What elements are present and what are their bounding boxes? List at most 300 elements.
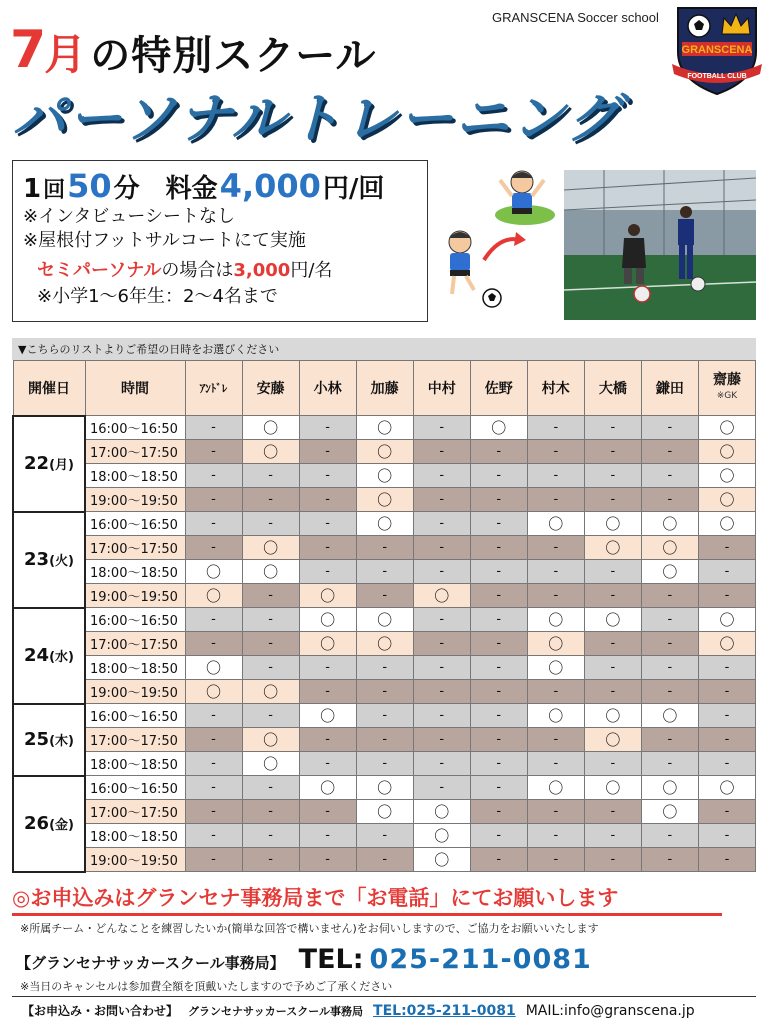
cancel-note: ※当日のキャンセルは参加費全額を頂戴いたしますので予めご了承ください [20,980,393,993]
slot-available[interactable]: 〇 [584,728,641,752]
slot-unavailable: - [185,848,242,872]
time-slot: 17:00～17:50 [85,728,185,752]
slot-available[interactable]: 〇 [356,464,413,488]
slot-unavailable: - [527,416,584,440]
semi-personal-fee: 3,000 [233,260,291,281]
slot-unavailable: - [527,464,584,488]
slot-available[interactable]: 〇 [698,488,755,512]
slot-unavailable: - [698,752,755,776]
apply-note: ※所属チーム・どんなことを練習したいか(簡単な回答で構いません)をお伺いしますので、ご協力をお願いいたします [20,922,599,935]
slot-unavailable: - [584,584,641,608]
slot-unavailable: - [584,656,641,680]
slot-unavailable: - [185,440,242,464]
slot-unavailable: - [641,728,698,752]
fee-amount: 4,000 [219,167,321,205]
slot-unavailable: - [299,464,356,488]
slot-available[interactable]: 〇 [527,656,584,680]
schedule-row [13,536,756,560]
slot-available[interactable]: 〇 [299,704,356,728]
slot-available[interactable]: 〇 [584,608,641,632]
slot-available[interactable]: 〇 [698,416,755,440]
coach-header: 安藤 [242,361,299,416]
slot-available[interactable]: 〇 [641,536,698,560]
fee-label: 料金 [165,174,218,204]
slot-available[interactable]: 〇 [641,512,698,536]
slot-available[interactable]: 〇 [698,776,755,800]
photo-ball-icon [634,286,650,302]
slot-available[interactable]: 〇 [698,464,755,488]
slot-available[interactable]: 〇 [641,776,698,800]
slot-available[interactable]: 〇 [356,632,413,656]
slot-unavailable: - [185,728,242,752]
slot-unavailable: - [413,704,470,728]
slot-unavailable: - [641,752,698,776]
coach-header: 大橋 [584,361,641,416]
slot-available[interactable]: 〇 [413,848,470,872]
slot-available[interactable]: 〇 [527,776,584,800]
slot-available[interactable]: 〇 [242,728,299,752]
contact-office: グランセナサッカースクール事務局 [188,1005,364,1018]
slot-unavailable: - [299,536,356,560]
slot-unavailable: - [584,416,641,440]
schedule-row [13,584,756,608]
coach-name: 齋藤 [712,372,741,388]
schedule-row [13,800,756,824]
time-slot: 17:00～17:50 [85,536,185,560]
office-tel-link[interactable]: 025-211-0081 [369,944,592,975]
time-slot: 18:00～18:50 [85,752,185,776]
training-photo [564,170,756,320]
slot-available[interactable]: 〇 [698,440,755,464]
slot-unavailable: - [470,632,527,656]
slot-unavailable: - [641,656,698,680]
slot-unavailable: - [242,704,299,728]
weekday: (木) [49,734,74,749]
schedule-row [13,848,756,872]
slot-available[interactable]: 〇 [242,440,299,464]
day-cell [13,512,85,608]
slot-unavailable: - [356,704,413,728]
club-logo [668,4,766,96]
time-slot: 19:00～19:50 [85,848,185,872]
school-name: GRANSCENA Soccer school [492,10,659,25]
slot-available[interactable]: 〇 [584,776,641,800]
slot-available[interactable]: 〇 [413,824,470,848]
slot-unavailable: - [413,656,470,680]
time-slot: 18:00～18:50 [85,464,185,488]
slot-unavailable: - [470,728,527,752]
schedule-table [12,360,756,873]
time-slot: 17:00～17:50 [85,800,185,824]
slot-unavailable: - [527,728,584,752]
worried-kid-icon [449,231,474,294]
slot-unavailable: - [527,752,584,776]
slot-available[interactable]: 〇 [527,632,584,656]
slot-available[interactable]: 〇 [356,800,413,824]
slot-unavailable: - [527,680,584,704]
tel-label: TEL: [298,944,364,975]
weekday: (水) [49,650,74,665]
schedule-row [13,680,756,704]
slot-available[interactable]: 〇 [299,584,356,608]
slot-available[interactable]: 〇 [242,536,299,560]
slot-unavailable: - [356,680,413,704]
slot-unavailable: - [299,656,356,680]
slot-available[interactable]: 〇 [356,512,413,536]
slot-unavailable: - [242,656,299,680]
slot-unavailable: - [470,488,527,512]
slot-unavailable: - [299,512,356,536]
slot-unavailable: - [641,680,698,704]
slot-unavailable: - [413,752,470,776]
session-kai: 回 [43,178,66,203]
slot-unavailable: - [470,824,527,848]
slot-unavailable: - [185,632,242,656]
weekday: (火) [49,554,74,569]
schedule-row [13,608,756,632]
logo-subtext: FOOTBALL CLUB [687,73,747,80]
slot-unavailable: - [698,848,755,872]
slot-unavailable: - [584,632,641,656]
slot-unavailable: - [413,512,470,536]
slot-unavailable: - [698,824,755,848]
slot-unavailable: - [242,824,299,848]
slot-available[interactable]: 〇 [470,416,527,440]
footer-divider [12,996,756,997]
slot-available[interactable]: 〇 [641,800,698,824]
slot-available[interactable]: 〇 [356,608,413,632]
slot-available[interactable]: 〇 [698,512,755,536]
slot-unavailable: - [299,680,356,704]
coach-header: ｱﾝﾄﾞﾚ [185,361,242,416]
slot-unavailable: - [299,752,356,776]
slot-available[interactable]: 〇 [185,560,242,584]
slot-unavailable: - [641,416,698,440]
slot-available[interactable]: 〇 [356,488,413,512]
footer-mail-link[interactable]: MAIL:info@granscena.jp [525,1003,695,1019]
slot-unavailable: - [356,584,413,608]
slot-unavailable: - [185,512,242,536]
coach-header: 小林 [299,361,356,416]
schedule-row [13,728,756,752]
day-cell [13,776,85,872]
schedule-row [13,488,756,512]
slot-unavailable: - [470,776,527,800]
slot-unavailable: - [584,488,641,512]
slot-unavailable: - [698,680,755,704]
grade-note: ※小学1～6年生：2～4名まで [37,286,278,307]
schedule-instruction: ▼こちらのリストよりご希望の日時をお選びください [12,338,756,360]
slot-unavailable: - [413,632,470,656]
schedule-row [13,440,756,464]
time-slot: 16:00～16:50 [85,608,185,632]
slot-unavailable: - [299,560,356,584]
slot-available[interactable]: 〇 [185,680,242,704]
semi-personal-unit: 円/名 [290,260,333,281]
slot-unavailable: - [185,608,242,632]
gk-note: ※GK [716,391,738,401]
coach-header: 鎌田 [641,361,698,416]
slot-available[interactable]: 〇 [527,512,584,536]
slot-unavailable: - [299,800,356,824]
slot-unavailable: - [242,512,299,536]
slot-unavailable: - [698,584,755,608]
weekday: (月) [49,458,74,473]
slot-unavailable: - [185,416,242,440]
fee-unit: 円/回 [322,174,385,204]
slot-unavailable: - [356,656,413,680]
time-slot: 18:00～18:50 [85,824,185,848]
slot-unavailable: - [299,416,356,440]
slot-unavailable: - [356,752,413,776]
day-cell [13,704,85,776]
session-count: 1 [23,174,42,204]
schedule-row [13,752,756,776]
time-slot: 18:00～18:50 [85,560,185,584]
slot-available[interactable]: 〇 [356,416,413,440]
slot-unavailable: - [641,464,698,488]
slot-unavailable: - [584,800,641,824]
slot-unavailable: - [299,728,356,752]
slot-unavailable: - [185,536,242,560]
slot-unavailable: - [698,800,755,824]
slot-unavailable: - [470,704,527,728]
personal-training-title: パーソナルトレーニング [12,87,623,150]
slot-unavailable: - [584,440,641,464]
slot-available[interactable]: 〇 [527,704,584,728]
slot-unavailable: - [299,824,356,848]
coach-header: 佐野 [470,361,527,416]
slot-unavailable: - [584,824,641,848]
time-slot: 17:00～17:50 [85,632,185,656]
slot-unavailable: - [413,464,470,488]
slot-unavailable: - [242,488,299,512]
day-number: 24 [24,645,50,666]
time-slot: 17:00～17:50 [85,440,185,464]
apply-by-phone-notice: ◎お申込みはグランセナ事務局まで「お電話」にてお願いします [12,886,619,910]
slot-available[interactable]: 〇 [584,704,641,728]
slot-unavailable: - [185,752,242,776]
slot-available[interactable]: 〇 [641,704,698,728]
slot-unavailable: - [584,752,641,776]
footer-contact [22,1002,695,1019]
schedule-header-row [13,361,756,416]
slot-available[interactable]: 〇 [242,680,299,704]
coach-header: 中村 [413,361,470,416]
slot-unavailable: - [470,440,527,464]
time-slot: 16:00～16:50 [85,704,185,728]
day-number: 22 [24,453,50,474]
slot-unavailable: - [527,488,584,512]
slot-available[interactable]: 〇 [356,440,413,464]
schedule-row [13,656,756,680]
slot-unavailable: - [641,632,698,656]
slot-unavailable: - [470,752,527,776]
slot-unavailable: - [527,800,584,824]
slot-unavailable: - [413,536,470,560]
price-line [23,167,417,205]
slot-unavailable: - [470,608,527,632]
col-date-header: 開催日 [13,361,85,416]
soccer-ball-icon [483,289,501,307]
slot-unavailable: - [242,584,299,608]
slot-unavailable: - [470,848,527,872]
slot-unavailable: - [413,776,470,800]
slot-unavailable: - [185,464,242,488]
slot-unavailable: - [470,536,527,560]
slot-unavailable: - [242,848,299,872]
slot-unavailable: - [470,464,527,488]
slot-unavailable: - [584,848,641,872]
slot-available[interactable]: 〇 [698,608,755,632]
slot-available[interactable]: 〇 [242,752,299,776]
schedule-row [13,512,756,536]
kids-illustration [430,160,564,320]
time-slot: 18:00～18:50 [85,656,185,680]
weekday: (金) [49,818,74,833]
slot-available[interactable]: 〇 [413,584,470,608]
day-cell [13,416,85,512]
slot-unavailable: - [698,728,755,752]
slot-unavailable: - [698,704,755,728]
slot-unavailable: - [584,464,641,488]
slot-unavailable: - [242,776,299,800]
slot-unavailable: - [527,440,584,464]
schedule-row [13,704,756,728]
slot-unavailable: - [698,536,755,560]
slot-unavailable: - [641,824,698,848]
slot-available[interactable]: 〇 [641,560,698,584]
slot-unavailable: - [356,824,413,848]
slot-available[interactable]: 〇 [584,536,641,560]
slot-available[interactable]: 〇 [527,608,584,632]
slot-unavailable: - [641,608,698,632]
slot-available[interactable]: 〇 [185,584,242,608]
slot-unavailable: - [413,416,470,440]
slot-unavailable: - [470,512,527,536]
slot-available[interactable]: 〇 [413,800,470,824]
slot-unavailable: - [356,536,413,560]
slot-unavailable: - [413,728,470,752]
schedule-row [13,824,756,848]
slot-available[interactable]: 〇 [242,560,299,584]
time-slot: 19:00～19:50 [85,680,185,704]
slot-unavailable: - [470,800,527,824]
slot-available[interactable]: 〇 [584,512,641,536]
slot-unavailable: - [356,848,413,872]
slot-unavailable: - [299,440,356,464]
slot-unavailable: - [527,560,584,584]
note-no-interview: ※インタビューシートなし [23,206,236,227]
note-indoor-court: ※屋根付フットサルコートにて実施 [23,230,306,251]
slot-unavailable: - [641,584,698,608]
slot-unavailable: - [185,776,242,800]
time-slot: 19:00～19:50 [85,584,185,608]
slot-unavailable: - [584,680,641,704]
slot-available[interactable]: 〇 [185,656,242,680]
slot-unavailable: - [299,848,356,872]
apply-underline [12,913,722,916]
slot-unavailable: - [641,440,698,464]
slot-unavailable: - [413,560,470,584]
slot-unavailable: - [413,488,470,512]
session-minutes: 50 [67,167,112,205]
coach-header: 加藤 [356,361,413,416]
semi-personal-label: セミパーソナル [37,260,162,281]
month-title [10,6,377,80]
time-slot: 19:00～19:50 [85,488,185,512]
session-fun: 分 [113,174,140,204]
time-slot: 16:00～16:50 [85,512,185,536]
slot-unavailable: - [185,704,242,728]
slot-available[interactable]: 〇 [299,608,356,632]
coach-header: 村木 [527,361,584,416]
schedule-row [13,464,756,488]
slot-unavailable: - [584,560,641,584]
slot-unavailable: - [242,608,299,632]
slot-unavailable: - [185,824,242,848]
footer-tel-link[interactable]: TEL:025-211-0081 [373,1003,516,1019]
slot-unavailable: - [356,560,413,584]
slot-available[interactable]: 〇 [356,776,413,800]
slot-unavailable: - [470,656,527,680]
semi-personal-mid: の場合は [161,260,234,281]
slot-unavailable: - [413,608,470,632]
slot-unavailable: - [527,584,584,608]
slot-unavailable: - [527,848,584,872]
month-suffix: 月 [44,30,87,79]
slot-unavailable: - [242,464,299,488]
slot-unavailable: - [242,800,299,824]
slot-unavailable: - [470,560,527,584]
slot-unavailable: - [698,656,755,680]
slot-unavailable: - [185,800,242,824]
slot-unavailable: - [185,488,242,512]
schedule-row [13,632,756,656]
slot-available[interactable]: 〇 [299,632,356,656]
slot-unavailable: - [413,440,470,464]
schedule-row [13,416,756,440]
schedule-row [13,560,756,584]
day-cell [13,608,85,704]
contact-label: 【お申込み・お問い合わせ】 [22,1004,179,1018]
day-number: 25 [24,729,50,750]
time-slot: 16:00～16:50 [85,776,185,800]
slot-unavailable: - [356,728,413,752]
slot-unavailable: - [641,848,698,872]
time-slot: 16:00～16:50 [85,416,185,440]
slot-available[interactable]: 〇 [299,776,356,800]
semi-personal-line [37,257,417,285]
schedule-row [13,776,756,800]
info-box [12,160,428,322]
slot-unavailable: - [242,632,299,656]
slot-unavailable: - [527,536,584,560]
slot-unavailable: - [641,488,698,512]
slot-available[interactable]: 〇 [242,416,299,440]
slot-available[interactable]: 〇 [698,632,755,656]
day-number: 26 [24,813,50,834]
slot-unavailable: - [299,488,356,512]
logo-text: GRANSCENA [681,44,753,56]
coach-header-gk [698,361,755,416]
slot-unavailable: - [470,584,527,608]
office-label: 【グランセナサッカースクール事務局】 [16,954,285,972]
office-contact [16,944,592,975]
slot-unavailable: - [527,824,584,848]
special-school-title: の特別スクール [90,33,377,79]
day-number: 23 [24,549,50,570]
